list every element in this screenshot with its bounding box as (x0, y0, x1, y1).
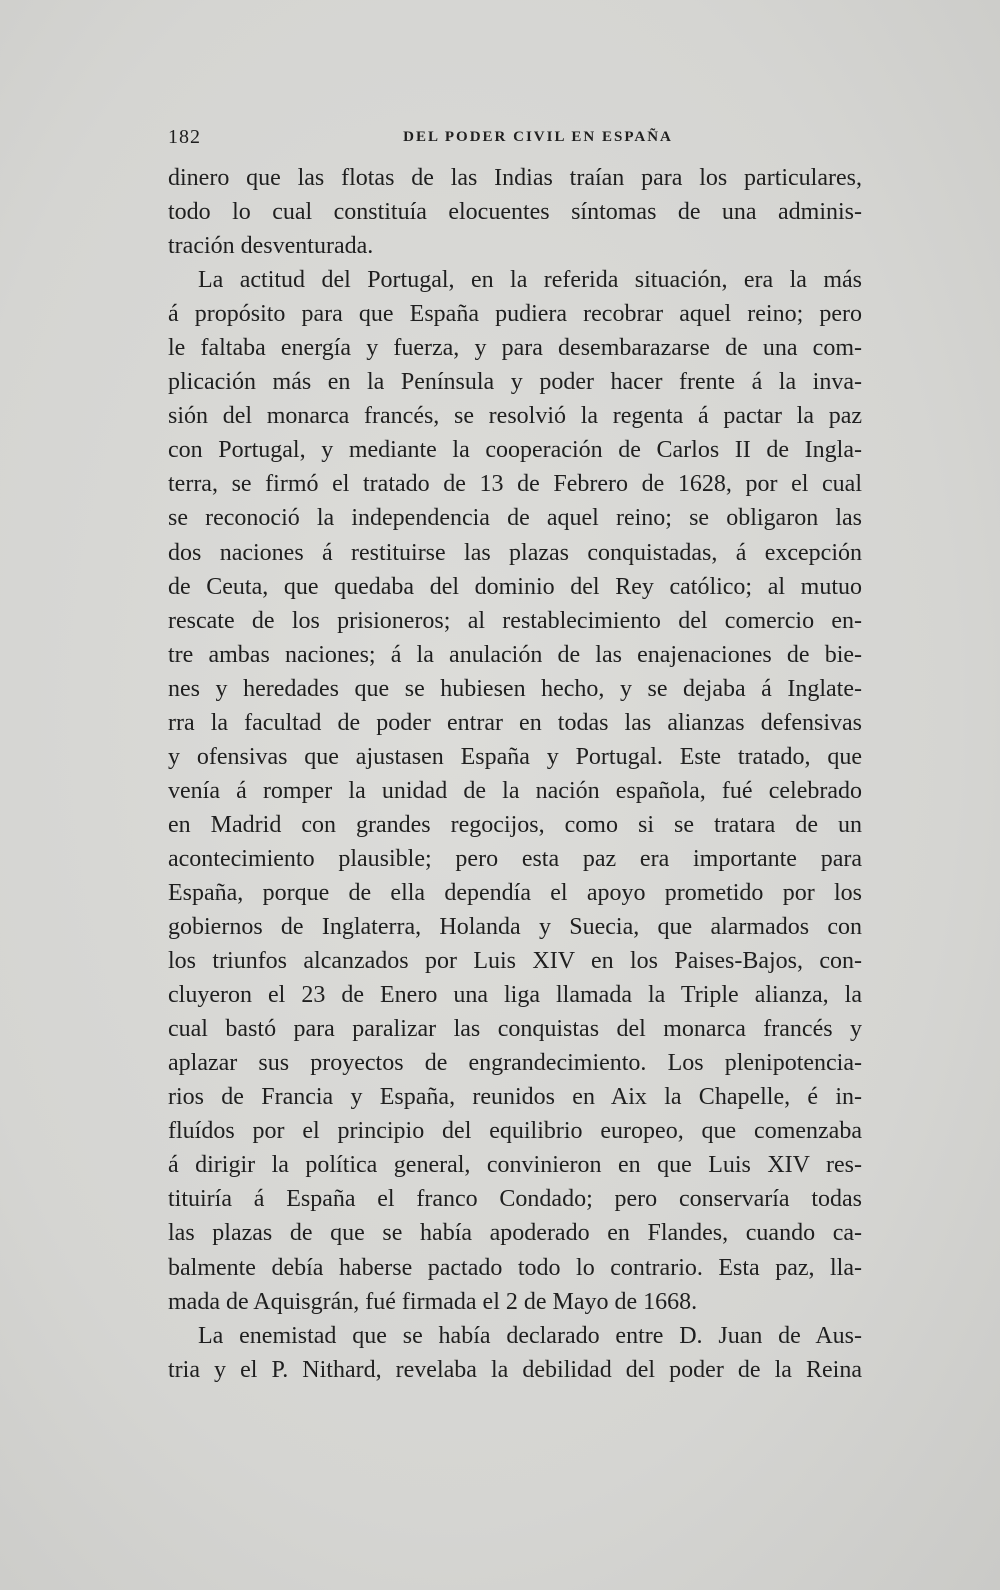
text-line: y ofensivas que ajustasen España y Portugal. Este tratado, que (168, 743, 862, 770)
text-line: le faltaba energía y fuerza, y para desembarazarse de una com- (168, 335, 862, 362)
text-line: en Madrid con grandes regocijos, como si se tratara de un (168, 811, 862, 838)
text-line: mada de Aquisgrán, fué firmada el 2 de Mayo de 1668. (168, 1288, 698, 1315)
text-line: todo lo cual constituía elocuentes síntomas de una adminis- (168, 199, 862, 226)
text-line: á propósito para que España pudiera recobrar aquel reino; pero (168, 301, 862, 328)
text-line: venía á romper la unidad de la nación española, fué celebrado (168, 777, 862, 804)
text-line: cluyeron el 23 de Enero una liga llamada la Triple alianza, la (168, 982, 862, 1009)
text-line: plicación más en la Península y poder hacer frente á la inva- (168, 369, 862, 396)
text-line: cual bastó para paralizar las conquistas del monarca francés y (168, 1016, 862, 1043)
paragraph (168, 161, 862, 263)
text-line: se reconoció la independencia de aquel reino; se obligaron las (168, 505, 862, 532)
text-line: nes y heredades que se hubiesen hecho, y se dejaba á Inglate- (168, 675, 862, 702)
text-line: rra la facultad de poder entrar en todas las alianzas defensivas (168, 709, 862, 736)
text-line: gobiernos de Inglaterra, Holanda y Suecia, que alarmados con (168, 914, 862, 941)
running-title: DEL PODER CIVIL EN ESPAÑA (403, 129, 673, 145)
text-line: tria y el P. Nithard, revelaba la debilidad del poder de la Reina (168, 1356, 862, 1383)
text-line: La enemistad que se había declarado entre D. Juan de Aus- (198, 1322, 862, 1349)
page-number: 182 (168, 126, 201, 148)
page-header (168, 126, 868, 152)
text-line: dinero que las flotas de las Indias traían para los particulares, (168, 165, 862, 191)
text-line: terra, se firmó el tratado de 13 de Febrero de 1628, por el cual (168, 471, 862, 498)
text-line: con Portugal, y mediante la cooperación de Carlos II de Ingla- (168, 437, 862, 464)
text-line: balmente debía haberse pactado todo lo contrario. Esta paz, lla- (168, 1254, 862, 1281)
text-line: rescate de los prisioneros; al restablecimiento del comercio en- (168, 607, 862, 634)
paragraph (168, 1319, 862, 1387)
text-line: acontecimiento plausible; pero esta paz era importante para (168, 845, 862, 872)
text-line: de Ceuta, que quedaba del dominio del Rey católico; al mutuo (168, 573, 862, 600)
text-line: tración desventurada. (168, 233, 374, 260)
text-line: los triunfos alcanzados por Luis XIV en los Paises-Bajos, con- (168, 948, 862, 975)
text-line: aplazar sus proyectos de engrandecimiento. Los plenipotencia- (168, 1050, 862, 1077)
paragraph (168, 263, 862, 1318)
text-line: fluídos por el principio del equilibrio europeo, que comenzaba (168, 1118, 862, 1145)
text-line: á dirigir la política general, convinieron en que Luis XIV res- (168, 1152, 862, 1179)
text-line: La actitud del Portugal, en la referida situación, era la más (198, 267, 862, 294)
text-line: dos naciones á restituirse las plazas conquistadas, á excepción (168, 539, 862, 566)
body-text (168, 161, 862, 1387)
text-line: rios de Francia y España, reunidos en Aix la Chapelle, é in- (168, 1084, 862, 1111)
text-line: tre ambas naciones; á la anulación de las enajenaciones de bie- (168, 641, 862, 668)
text-line: España, porque de ella dependía el apoyo prometido por los (168, 879, 862, 906)
text-line: sión del monarca francés, se resolvió la regenta á pactar la paz (168, 403, 862, 430)
text-line: tituiría á España el franco Condado; pero conservaría todas (168, 1186, 862, 1213)
text-line: las plazas de que se había apoderado en Flandes, cuando ca- (168, 1220, 862, 1247)
